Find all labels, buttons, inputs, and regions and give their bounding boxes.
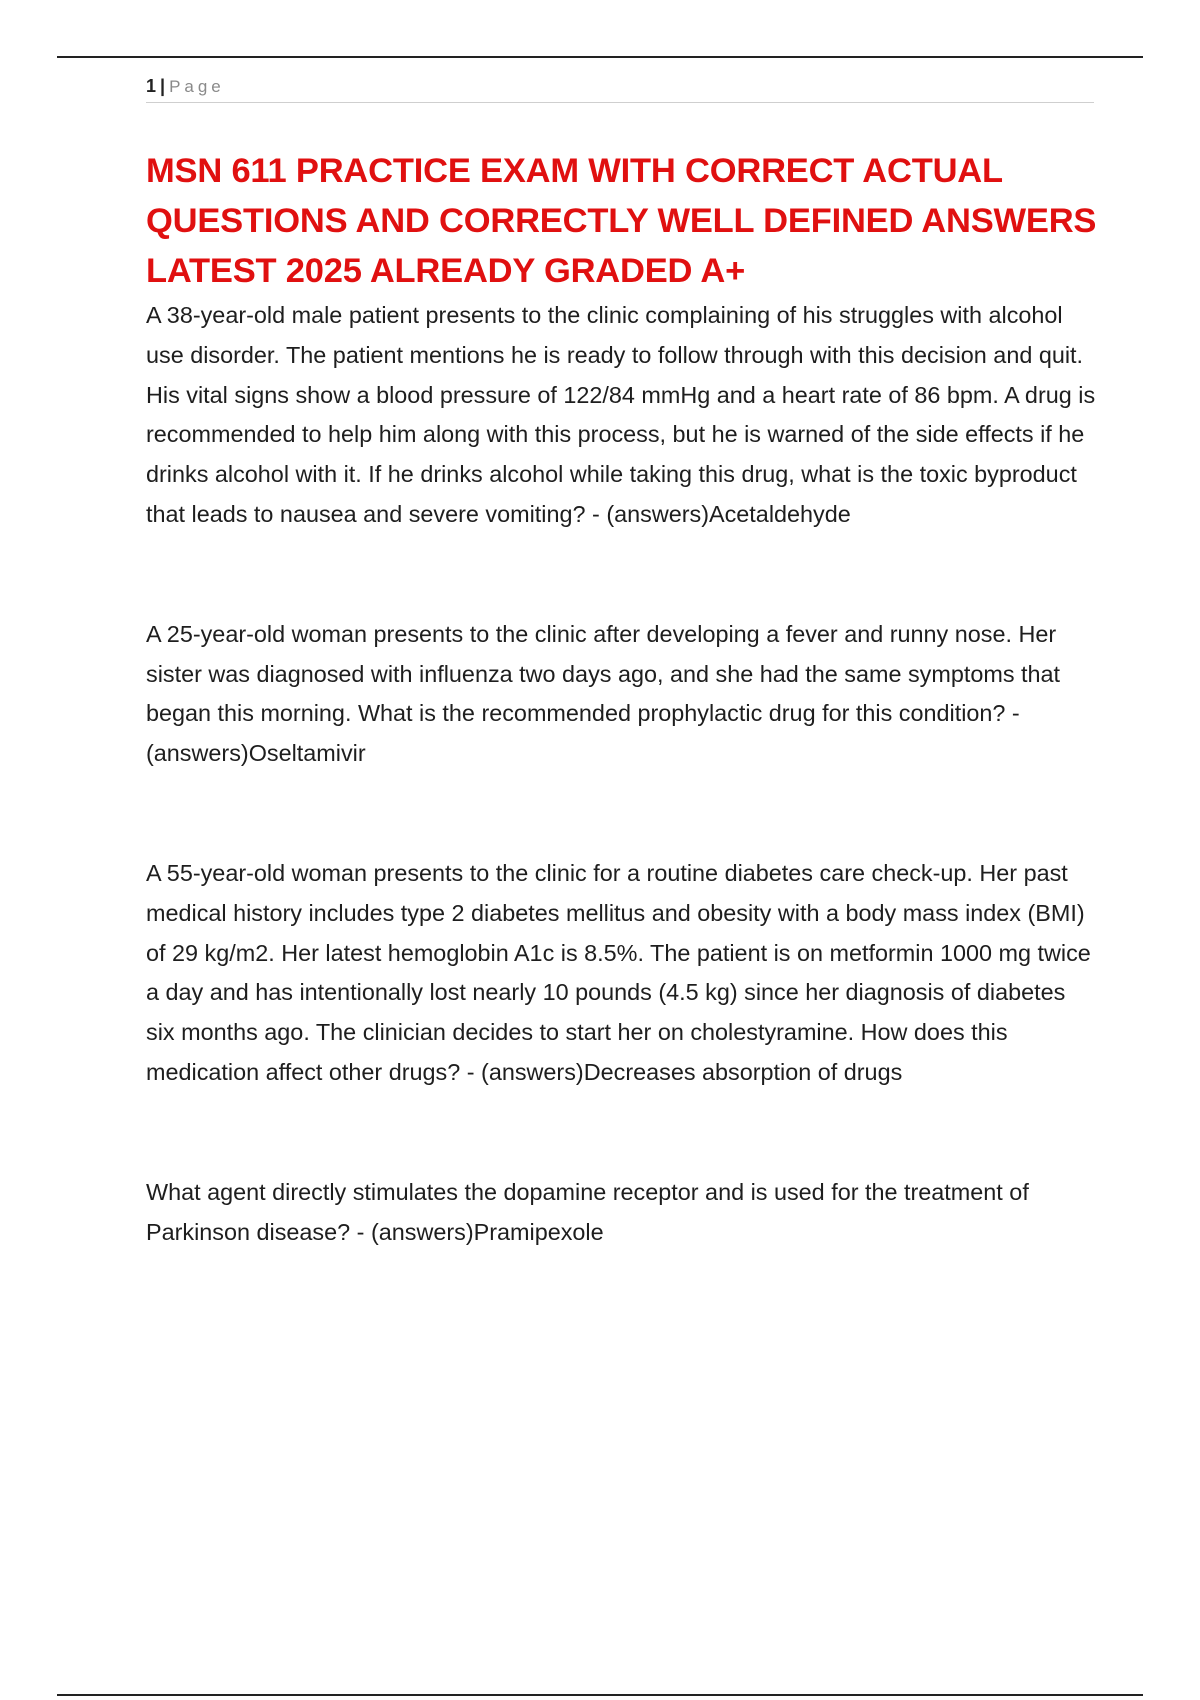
answer-label: (answers)	[606, 500, 709, 527]
answer-text: Acetaldehyde	[709, 500, 851, 527]
answer-text: Decreases absorption of drugs	[583, 1058, 903, 1085]
question-item	[146, 1173, 1098, 1253]
document-title: MSN 611 PRACTICE EXAM WITH CORRECT ACTUAL QUESTIONS AND CORRECTLY WELL DEFINED ANSWERS LATEST 2025 ALREADY GRADED A+	[146, 152, 1097, 290]
bottom-rule	[57, 1694, 1143, 1696]
page-number: 1	[146, 76, 157, 96]
question-text: What agent directly stimulates the dopamine receptor and is used for the treatment of Parkinson disease? -	[146, 1178, 1029, 1245]
question-text: A 38-year-old male patient presents to the clinic complaining of his struggles with alcohol use disorder. The patient mentions he is ready to follow through with this decision and quit. His vital signs show a blood pressure of 122/84 mmHg and a heart rate of 86 bpm. A drug is recommended to help him along with this process, but he is warned of the side effects if he drinks alcohol with it. If he drinks alcohol while taking this drug, what is the toxic byproduct that leads to nausea and severe vomiting? -	[146, 302, 1096, 527]
answer-label: (answers)	[370, 1218, 474, 1245]
question-text: A 25-year-old woman presents to the clinic after developing a fever and runny nose. Her sister was diagnosed with influenza two days ago, and she had the same symptoms that began this morning. What is the recommended prophylactic drug for this condition? -	[146, 620, 1061, 727]
top-rule	[57, 56, 1143, 58]
document-body	[146, 146, 1098, 1252]
answer-label: (answers)	[146, 740, 249, 767]
question-item	[146, 296, 1098, 535]
question-text: A 55-year-old woman presents to the clinic for a routine diabetes care check-up. Her past medical history includes type 2 diabetes mellitus and obesity with a body mass index (BMI) of 29 kg/m2. Her latest hemoglobin A1c is 8.5%. The patient is on metformin 1000 mg twice a day and has intentionally lost nearly 10 pounds (4.5 kg) since her diagnosis of diabetes six months ago. The clinician decides to start her on cholestyramine. How does this medication affect other drugs? -	[146, 859, 1091, 1085]
question-item	[146, 854, 1098, 1093]
page-header	[146, 74, 1094, 103]
answer-label: (answers)	[481, 1058, 584, 1085]
question-item	[146, 615, 1098, 774]
page-label: Page	[169, 77, 225, 96]
page-separator: |	[160, 76, 166, 96]
answer-text: Oseltamivir	[248, 740, 366, 767]
answer-text: Pramipexole	[473, 1218, 604, 1245]
